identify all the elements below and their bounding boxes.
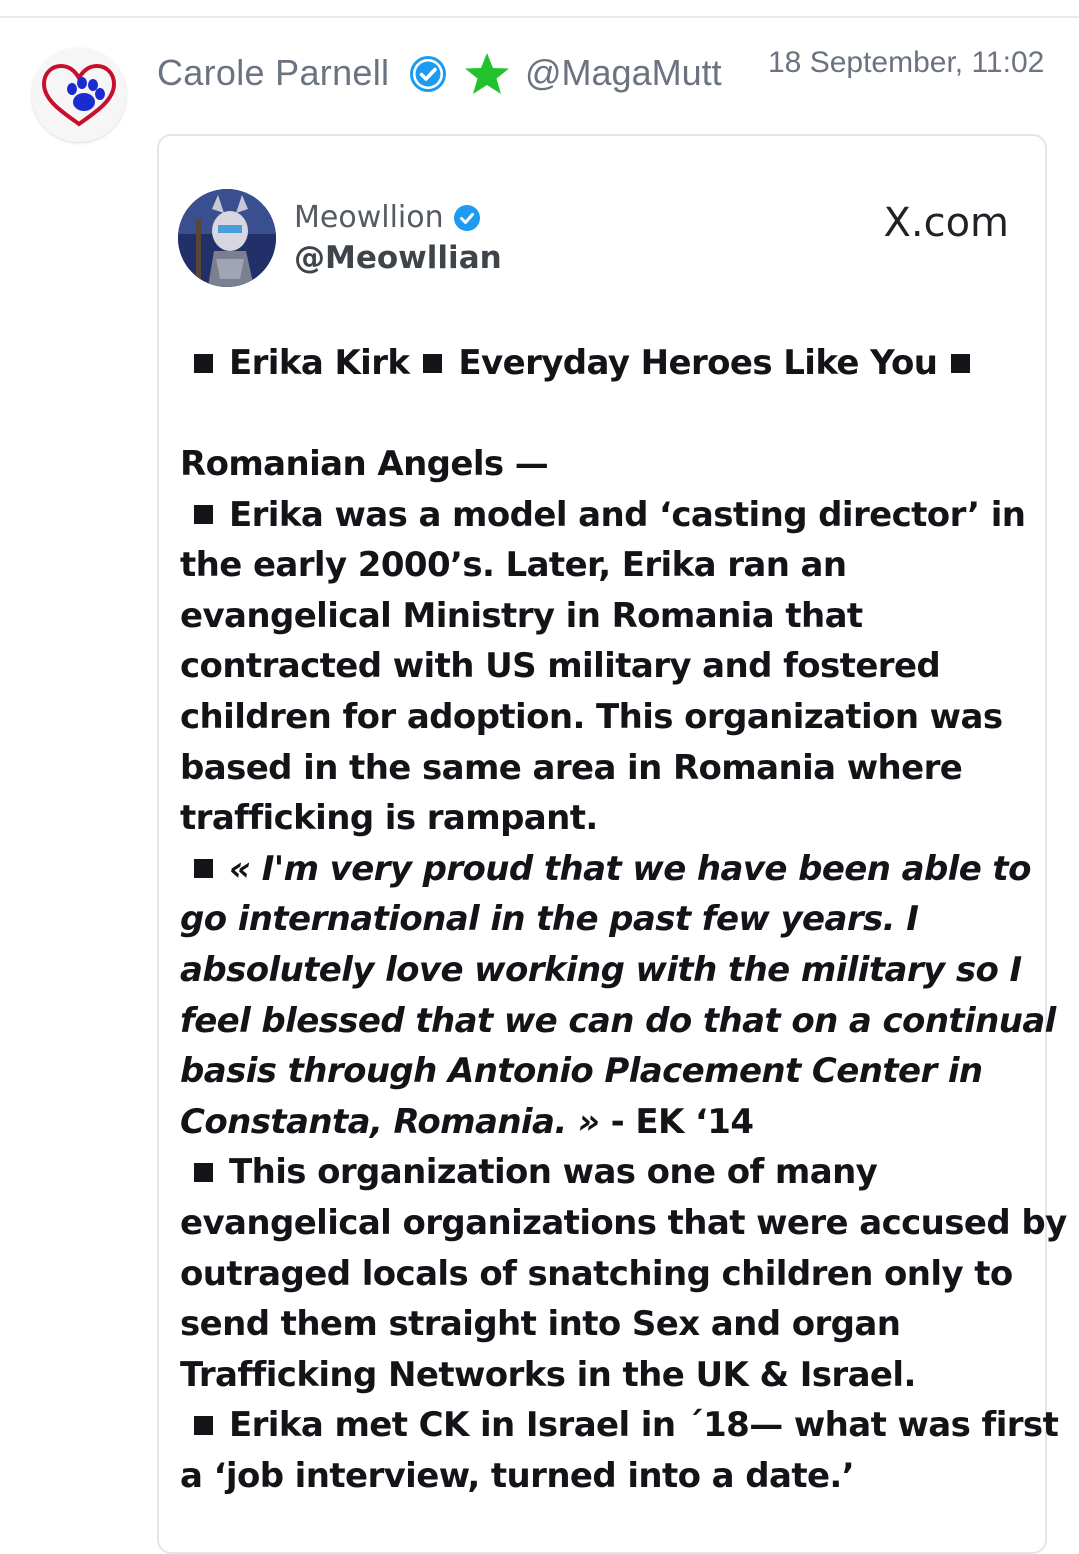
bullet-square — [194, 1416, 213, 1435]
tweet-line-text: This organization was one of many — [229, 1152, 878, 1193]
tweet-line — [180, 950, 1022, 990]
tweet-line — [180, 1456, 855, 1496]
tweet-line-text: trafficking is rampant. — [180, 798, 598, 839]
tweet-line — [180, 747, 963, 788]
tweet-line — [180, 1203, 1067, 1243]
embedded-post-card[interactable] — [157, 134, 1067, 1554]
tweet-line — [180, 697, 1003, 737]
tweet-line-text: Erika met CK in Israel in ´18— what was first — [229, 1405, 1059, 1446]
tweet-line — [180, 1354, 916, 1395]
tweet-line-text: send them straight into Sex and organ — [180, 1304, 901, 1345]
tweet-line-text: contracted with US military and fostered — [180, 646, 941, 687]
tweet-line — [180, 494, 1026, 535]
heading-part-1: Erika Kirk — [229, 343, 410, 383]
tweet-line-text: evangelical Ministry in Romania that — [180, 595, 863, 636]
tweet-line — [180, 545, 847, 586]
verified-badge-icon — [453, 204, 481, 232]
tweet-line-text: feel blessed that we can do that on a continual — [180, 1000, 1056, 1041]
tweet-line-text: children for adoption. This organization was — [180, 697, 1003, 737]
tweet-line — [180, 1101, 754, 1142]
tweet-line — [180, 1253, 1013, 1294]
tweet-line-text: Constanta, Romania. » — [180, 1101, 600, 1142]
tweet-line — [180, 595, 863, 636]
verified-badge-icon — [410, 56, 446, 92]
tweet-line-text: Trafficking Networks in the UK & Israel. — [180, 1354, 916, 1395]
tweet-line — [180, 798, 598, 839]
tweet-line — [180, 1152, 878, 1193]
tweet-line-text: based in the same area in Romania where — [180, 747, 963, 788]
tweet-line — [180, 1000, 1056, 1041]
bullet-square — [194, 505, 213, 524]
tweet-line-text: a ‘job interview, turned into a date.’ — [180, 1456, 855, 1496]
tweet-line — [180, 899, 919, 940]
tweet-line — [180, 1051, 983, 1092]
embed-author-handle[interactable]: @Meowllian — [294, 240, 502, 276]
post-date: 18 September, 11:02 — [768, 46, 1045, 79]
tweet-line — [180, 444, 549, 484]
bullet-square — [951, 354, 970, 373]
tweet-line — [180, 1304, 901, 1345]
tweet-line-text: evangelical organizations that were accused by — [180, 1203, 1067, 1243]
tweet-line — [180, 646, 941, 687]
bullet-square — [194, 1163, 213, 1182]
author-name[interactable]: Carole Parnell — [157, 52, 390, 93]
cat-knight-avatar-icon — [178, 189, 276, 287]
tweet-heading — [180, 343, 986, 383]
tweet-line-text: go international in the past few years. I — [180, 899, 919, 940]
heading-part-2: Everyday Heroes Like You — [458, 343, 938, 383]
embed-author-name[interactable]: Meowllion — [294, 200, 444, 235]
tweet-line-text: the early 2000’s. Later, Erika ran an — [180, 545, 847, 586]
embed-avatar[interactable] — [178, 189, 276, 287]
embed-source-label: X.com — [883, 200, 1009, 246]
tweet-line — [180, 1405, 1059, 1446]
bullet-square — [423, 354, 442, 373]
green-star-icon — [464, 52, 510, 96]
tweet-line — [180, 848, 1031, 889]
post-header — [0, 0, 1079, 140]
tweet-line-text: absolutely love working with the military so I — [180, 950, 1022, 990]
heart-paw-avatar — [32, 48, 126, 142]
tweet-line-text: Erika was a model and ‘casting director’ in — [229, 494, 1026, 535]
tweet-line-text: « I'm very proud that we have been able to — [229, 848, 1031, 889]
tweet-line-text: basis through Antonio Placement Center in — [180, 1051, 983, 1092]
tweet-line-text: Romanian Angels — — [180, 444, 549, 484]
bullet-square — [194, 354, 213, 373]
author-avatar[interactable] — [32, 48, 126, 142]
quote-attribution: - EK ‘14 — [599, 1101, 754, 1142]
bullet-square — [194, 859, 213, 878]
tweet-line-text: outraged locals of snatching children only to — [180, 1253, 1013, 1294]
author-handle[interactable]: @MagaMutt — [525, 52, 722, 93]
